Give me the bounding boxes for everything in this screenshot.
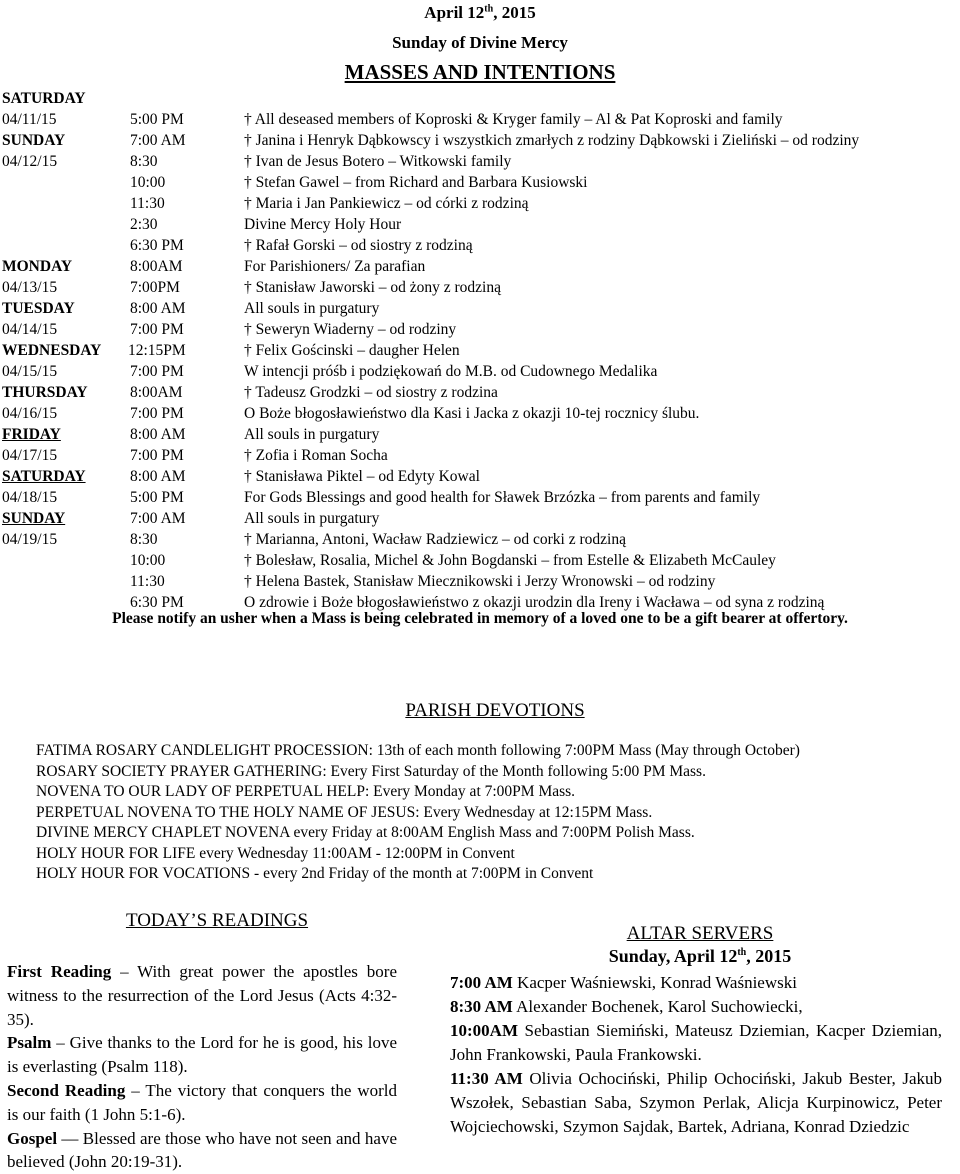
mass-day: SATURDAY bbox=[2, 468, 86, 485]
mass-day: SATURDAY bbox=[2, 90, 86, 107]
mass-day: 04/14/15 bbox=[2, 321, 58, 338]
devotion-item: NOVENA TO OUR LADY OF PERPETUAL HELP: Every Monday at 7:00PM Mass. bbox=[36, 783, 576, 800]
mass-intention: † Tadeusz Grodzki – od siostry z rodzina bbox=[244, 384, 498, 401]
mass-intention: For Parishioners/ Za parafian bbox=[244, 258, 426, 275]
reading-item bbox=[7, 960, 397, 1031]
readings-list bbox=[7, 960, 397, 1174]
servers-list bbox=[450, 971, 942, 1139]
mass-time: 2:30 bbox=[130, 216, 158, 233]
devotion-item: HOLY HOUR FOR LIFE every Wednesday 11:00AM - 12:00PM in Convent bbox=[36, 844, 515, 862]
mass-intention: † Bolesław, Rosalia, Michel & John Bogdanski – from Estelle & Elizabeth McCauley bbox=[244, 552, 776, 569]
mass-intention: † Stefan Gawel – from Richard and Barbara Kusiowski bbox=[244, 174, 588, 191]
mass-intention: All souls in purgatury bbox=[244, 300, 380, 317]
feast-name: Sunday of Divine Mercy bbox=[392, 33, 568, 52]
mass-row bbox=[0, 384, 960, 405]
servers-date-year: , 2015 bbox=[746, 946, 792, 966]
reading-text: – With great power the apostles bore witness to the resurrection of the Lord Jesus (Acts 4:32-35). bbox=[7, 962, 397, 1029]
reading-item bbox=[7, 1127, 397, 1174]
mass-time: 8:00 AM bbox=[130, 300, 186, 317]
reading-item bbox=[7, 1031, 397, 1079]
mass-day: 04/16/15 bbox=[2, 405, 58, 422]
mass-time: 11:30 bbox=[130, 573, 165, 590]
mass-time: 8:00 AM bbox=[130, 426, 186, 443]
mass-time: 8:30 bbox=[130, 153, 158, 170]
mass-time: 7:00 AM bbox=[130, 510, 186, 527]
mass-intention: † All deseased members of Koproski & Kryger family – Al & Pat Koproski and family bbox=[244, 111, 783, 128]
mass-day: SUNDAY bbox=[2, 510, 66, 527]
server-time: 11:30 AM bbox=[450, 1069, 523, 1088]
mass-day: 04/15/15 bbox=[2, 363, 58, 380]
mass-row bbox=[0, 342, 960, 363]
mass-row bbox=[0, 132, 960, 153]
date-suffix: th bbox=[484, 3, 494, 15]
readings-title: TODAY’S READINGS bbox=[125, 910, 309, 931]
server-names: Sebastian Siemiński, Mateusz Dziemian, Kacper Dziemian, John Frankowski, Paula Frankowski. bbox=[450, 1021, 942, 1064]
mass-intention: All souls in purgatury bbox=[244, 426, 380, 443]
date-text: April 12 bbox=[424, 3, 485, 22]
mass-row bbox=[0, 489, 960, 510]
server-entry bbox=[450, 971, 942, 995]
mass-day: THURSDAY bbox=[2, 384, 88, 401]
mass-row bbox=[0, 153, 960, 174]
mass-row bbox=[0, 174, 960, 195]
mass-day: 04/12/15 bbox=[2, 153, 58, 170]
mass-intention: † Marianna, Antoni, Wacław Radziewicz – od corki z rodziną bbox=[244, 531, 626, 548]
mass-time: 6:30 PM bbox=[130, 594, 184, 611]
date-year: , 2015 bbox=[493, 3, 536, 22]
server-entry bbox=[450, 1019, 942, 1067]
mass-row bbox=[0, 300, 960, 321]
reading-label: First Reading bbox=[7, 962, 112, 981]
mass-day: 04/13/15 bbox=[2, 279, 58, 296]
mass-time: 5:00 PM bbox=[130, 489, 184, 506]
mass-row bbox=[0, 258, 960, 279]
mass-intention: O Boże błogosławieństwo dla Kasi i Jacka z okazji 10-tej rocznicy ślubu. bbox=[244, 405, 700, 422]
bulletin-date bbox=[0, 3, 960, 23]
mass-time: 12:15PM bbox=[128, 342, 186, 359]
reading-label: Psalm bbox=[7, 1033, 52, 1053]
server-names: Alexander Bochenek, Karol Suchowiecki, bbox=[512, 997, 803, 1016]
mass-time: 10:00 bbox=[130, 174, 166, 191]
mass-time: 7:00PM bbox=[130, 279, 180, 296]
servers-date-text: Sunday, April 12 bbox=[608, 946, 738, 966]
mass-time: 11:30 bbox=[130, 195, 165, 212]
servers-title: ALTAR SERVERS bbox=[626, 923, 774, 944]
mass-day: FRIDAY bbox=[2, 426, 61, 443]
mass-time: 8:30 bbox=[130, 531, 158, 548]
mass-row bbox=[0, 468, 960, 489]
mass-intention: † Stanisław Jaworski – od żony z rodziną bbox=[244, 279, 501, 296]
mass-row bbox=[0, 405, 960, 426]
usher-notice: Please notify an usher when a Mass is being celebrated in memory of a loved one to be a gift bearer at offertory. bbox=[112, 610, 848, 627]
mass-row bbox=[0, 321, 960, 342]
mass-row bbox=[0, 447, 960, 468]
mass-time: 7:00 PM bbox=[130, 405, 184, 422]
mass-day: TUESDAY bbox=[2, 300, 75, 317]
mass-time: 10:00 bbox=[130, 552, 166, 569]
mass-intention: Divine Mercy Holy Hour bbox=[244, 216, 402, 233]
mass-row bbox=[0, 426, 960, 447]
mass-time: 7:00 PM bbox=[130, 363, 184, 380]
mass-day: 04/11/15 bbox=[2, 111, 57, 128]
devotion-item: HOLY HOUR FOR VOCATIONS - every 2nd Friday of the month at 7:00PM in Convent bbox=[36, 865, 594, 882]
mass-intention: † Seweryn Wiaderny – od rodziny bbox=[244, 321, 457, 338]
mass-intention: † Felix Gościnski – daugher Helen bbox=[244, 342, 460, 359]
mass-row bbox=[0, 531, 960, 552]
mass-day: SUNDAY bbox=[2, 132, 66, 149]
mass-day: 04/17/15 bbox=[2, 447, 58, 464]
mass-intention: For Gods Blessings and good health for Sławek Brzózka – from parents and family bbox=[244, 489, 761, 506]
mass-intention: † Maria i Jan Pankiewicz – od córki z rodziną bbox=[244, 195, 529, 212]
mass-row bbox=[0, 195, 960, 216]
mass-row bbox=[0, 216, 960, 237]
reading-label: Gospel bbox=[7, 1128, 58, 1148]
mass-intention: † Janina i Henryk Dąbkowscy i wszystkich zmarłych z rodziny Dąbkowski i Zieliński – od rodziny bbox=[244, 132, 860, 149]
server-entry bbox=[450, 995, 942, 1019]
mass-intention: † Helena Bastek, Stanisław Miecznikowski i Jerzy Wronowski – od rodziny bbox=[244, 573, 716, 590]
mass-row bbox=[0, 90, 960, 111]
mass-row bbox=[0, 279, 960, 300]
server-names: Olivia Ochociński, Philip Ochociński, Jakub Bester, Jakub Wszołek, Sebastian Saba, Szymon Perlak, Alicja Kurpinowicz, Peter Wojciechowski, Szymon Sajdak, Bartek, Adriana, Konrad Dziedzic bbox=[450, 1069, 943, 1136]
server-entry bbox=[450, 1067, 942, 1139]
server-time: 7:00 AM bbox=[450, 973, 513, 992]
mass-intention: O zdrowie i Boże błogosławieństwo z okazji urodzin dla Ireny i Wacława – od syna z rodziną bbox=[244, 594, 825, 611]
mass-time: 7:00 PM bbox=[130, 447, 184, 464]
mass-intention: † Stanisława Piktel – od Edyty Kowal bbox=[244, 468, 480, 485]
mass-day: 04/18/15 bbox=[2, 489, 58, 506]
mass-row bbox=[0, 573, 960, 594]
mass-time: 5:00 PM bbox=[130, 111, 184, 128]
devotion-item: DIVINE MERCY CHAPLET NOVENA every Friday at 8:00AM English Mass and 7:00PM Polish Mass. bbox=[36, 824, 695, 841]
server-names: Kacper Waśniewski, Konrad Waśniewski bbox=[512, 973, 797, 992]
mass-row bbox=[0, 111, 960, 132]
mass-row bbox=[0, 363, 960, 384]
reading-text: – The victory that conquers the world is our faith (1 John 5:1-6). bbox=[7, 1080, 397, 1124]
mass-row bbox=[0, 552, 960, 573]
mass-time: 6:30 PM bbox=[130, 237, 184, 254]
reading-item bbox=[7, 1079, 397, 1127]
mass-time: 8:00AM bbox=[130, 258, 183, 275]
reading-text: – Give thanks to the Lord for he is good, his love is everlasting (Psalm 118). bbox=[7, 1033, 397, 1077]
mass-day: 04/19/15 bbox=[2, 531, 58, 548]
mass-time: 8:00AM bbox=[130, 384, 183, 401]
mass-time: 7:00 AM bbox=[130, 132, 186, 149]
reading-text: — Blessed are those who have not seen and have believed (John 20:19-31). bbox=[7, 1128, 397, 1172]
mass-intention: † Ivan de Jesus Botero – Witkowski family bbox=[244, 153, 512, 170]
mass-time: 7:00 PM bbox=[130, 321, 184, 338]
servers-date bbox=[450, 946, 950, 967]
mass-intention: † Zofia i Roman Socha bbox=[244, 447, 388, 464]
mass-day: WEDNESDAY bbox=[2, 342, 102, 359]
server-time: 10:00AM bbox=[450, 1021, 518, 1040]
mass-time: 8:00 AM bbox=[130, 468, 186, 485]
mass-row bbox=[0, 510, 960, 531]
mass-row bbox=[0, 237, 960, 258]
devotions-title: PARISH DEVOTIONS bbox=[405, 700, 585, 721]
mass-intention: W intencji próśb i podziękowań do M.B. od Cudownego Medalika bbox=[244, 363, 658, 380]
mass-day: MONDAY bbox=[2, 258, 73, 275]
devotion-item: ROSARY SOCIETY PRAYER GATHERING: Every First Saturday of the Month following 5:00 PM Mass. bbox=[36, 762, 706, 780]
reading-label: Second Reading bbox=[7, 1080, 126, 1100]
masses-title: MASSES AND INTENTIONS bbox=[344, 60, 616, 84]
mass-intention: All souls in purgatury bbox=[244, 510, 380, 527]
devotion-item: PERPETUAL NOVENA TO THE HOLY NAME OF JESUS: Every Wednesday at 12:15PM Mass. bbox=[36, 803, 653, 821]
server-time: 8:30 AM bbox=[450, 997, 513, 1016]
servers-date-suffix: th bbox=[737, 947, 747, 958]
mass-intention: † Rafał Gorski – od siostry z rodziną bbox=[244, 237, 473, 254]
devotion-item: FATIMA ROSARY CANDLELIGHT PROCESSION: 13th of each month following 7:00PM Mass (May through October) bbox=[36, 742, 800, 759]
